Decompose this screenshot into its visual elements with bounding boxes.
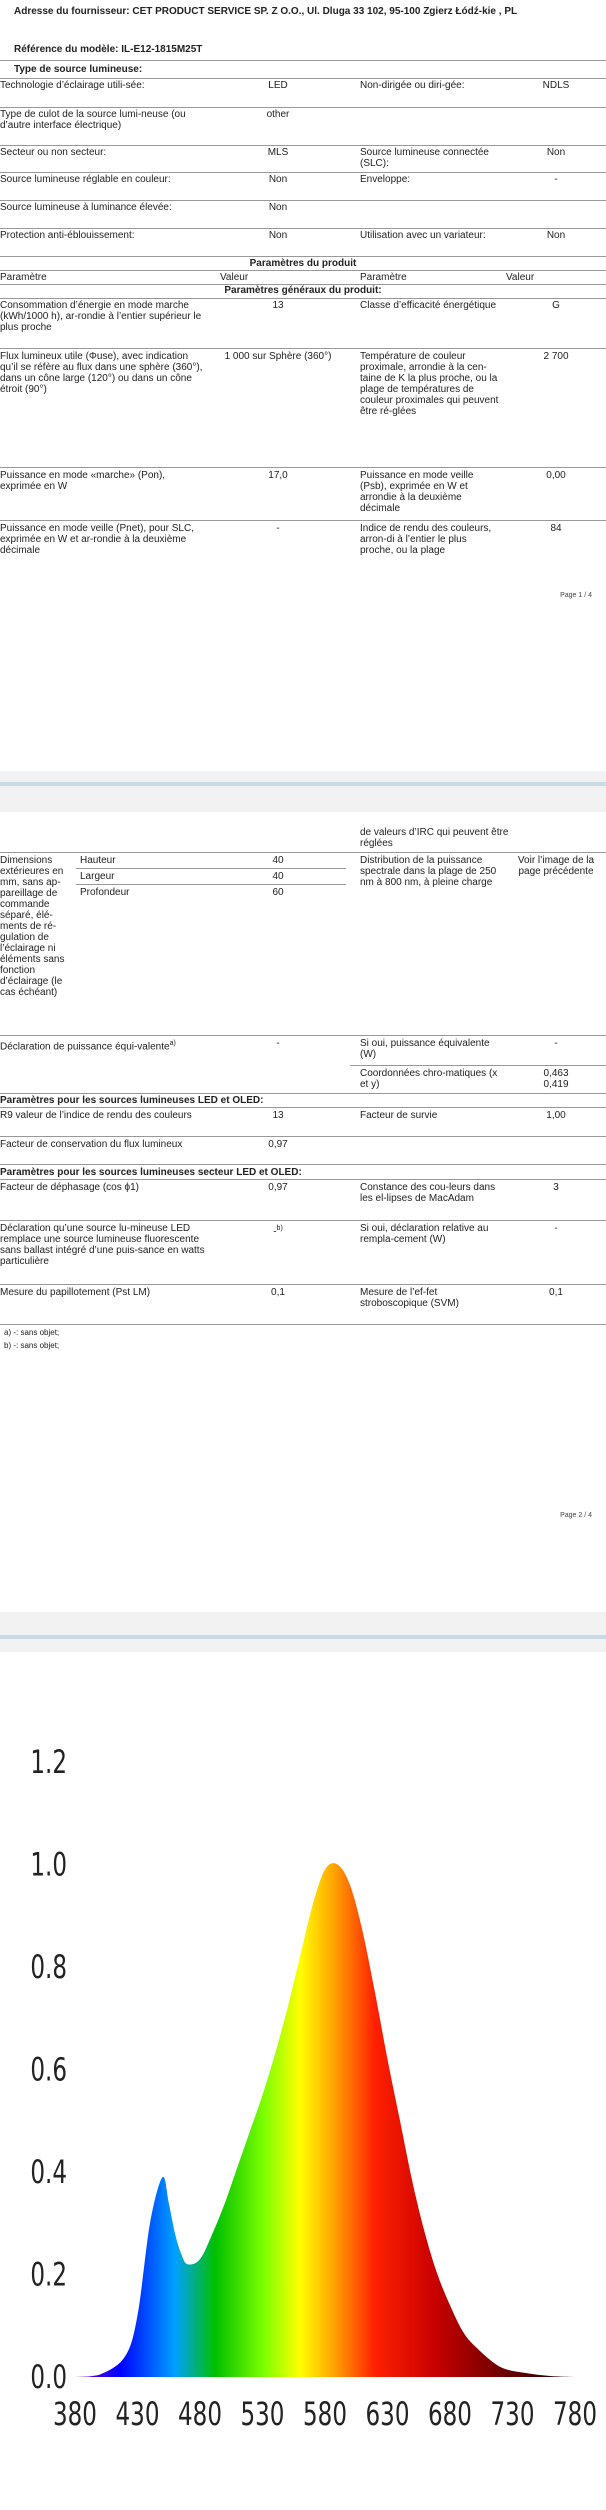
row-value: NDLS bbox=[542, 80, 570, 91]
equivalent-watts-value: - bbox=[554, 1038, 558, 1049]
row-label: Source lumineuse à luminance élevée: bbox=[0, 202, 172, 213]
replacement-watts-label: Si oui, déclaration relative au rempla-cement (W) bbox=[360, 1223, 489, 1245]
row-value: 1 000 sur Sphère (360°) bbox=[224, 351, 332, 362]
document-page-2 bbox=[0, 812, 606, 1612]
footnote-b: b) -: sans objet; bbox=[4, 1341, 60, 1350]
source-type-heading: Type de source lumineuse: bbox=[14, 64, 143, 75]
row-value: Non bbox=[546, 147, 566, 158]
replacement-label: Déclaration qu’une source lu-mineuse LED remplace une source lumineuse fluorescente sans ballast intégré d’une puis-sance en watts particulière bbox=[0, 1223, 205, 1267]
y-tick-label: 0.6 bbox=[30, 2050, 68, 2089]
x-tick-label: 430 bbox=[115, 2395, 160, 2434]
x-tick-label: 380 bbox=[53, 2395, 97, 2434]
col-param: Paramètre bbox=[360, 272, 407, 283]
flux-maintenance-value: 0,97 bbox=[268, 1139, 288, 1150]
depth-label: Profondeur bbox=[80, 887, 130, 898]
row-value: - bbox=[276, 523, 280, 534]
row-label: Puissance en mode veille (Psb), exprimée en W et arrondie à la deuxième décimale bbox=[360, 470, 474, 514]
row-value: 13 bbox=[272, 300, 284, 311]
flicker-value: 0,1 bbox=[271, 1287, 285, 1298]
col-param: Paramètre bbox=[0, 272, 47, 283]
stroboscopic-label: Mesure de l’ef-fet stroboscopique (SVM) bbox=[360, 1287, 459, 1309]
row-value: 84 bbox=[550, 523, 562, 534]
row-value: other bbox=[266, 109, 290, 120]
y-tick-label: 0.0 bbox=[30, 2358, 68, 2397]
row-value: Non bbox=[268, 230, 288, 241]
row-label: Non-dirigée ou diri-gée: bbox=[360, 80, 465, 91]
row-label: Technologie d’éclairage utili-sée: bbox=[0, 80, 145, 91]
col-value: Valeur bbox=[506, 272, 535, 283]
row-value: 17,0 bbox=[268, 470, 288, 481]
cos-phi-label: Facteur de déphasage (cos ϕ1) bbox=[0, 1182, 140, 1193]
row-value: Non bbox=[268, 202, 288, 213]
width-label: Largeur bbox=[80, 871, 115, 882]
page-number: Page 1 / 4 bbox=[560, 592, 592, 599]
replacement-value: -$^{b)}$ bbox=[273, 1225, 283, 1238]
row-value: Non bbox=[546, 230, 566, 241]
dimensions-label: Dimensions extérieures en mm, sans ap-pareillage de commande séparé, élé-ments de ré-gulation de l’éclairage ni éléments sans fonction d’éclairage (le cas échéant) bbox=[0, 855, 65, 998]
supplier-address: Adresse du fournisseur: CET PRODUCT SERVICE SP. Z O.O., Ul. Dluga 33 102, 95-100 Zgierz Łódź-kie , PL bbox=[14, 6, 518, 17]
row-label: Protection anti-éblouissement: bbox=[0, 230, 135, 241]
y-tick-label: 0.2 bbox=[30, 2255, 68, 2294]
general-params-heading: Paramètres généraux du produit: bbox=[224, 285, 382, 296]
replacement-watts-value: - bbox=[554, 1223, 558, 1234]
x-tick-label: 480 bbox=[178, 2395, 222, 2434]
y-tick-label: 0.8 bbox=[30, 1948, 68, 1987]
x-tick-label: 630 bbox=[365, 2395, 410, 2434]
col-value: Valeur bbox=[220, 272, 249, 283]
equivalent-power-label: Déclaration de puissance équi-valente$^{a)}$ bbox=[0, 1040, 176, 1053]
equivalent-watts-label: Si oui, puissance équivalente (W) bbox=[360, 1038, 490, 1060]
y-tick-label: 0.4 bbox=[30, 2153, 68, 2192]
survival-factor-value: 1,00 bbox=[546, 1110, 566, 1121]
row-label: Température de couleur proximale, arrondie à la cen-taine de K la plus proche, ou la plage de températures de couleur proximales qui peuvent être ré-glées bbox=[360, 351, 499, 417]
row-label: Flux lumineux utile (Φuse), avec indication qu’il se réfère au flux dans une sphère (360°), dans un cône large (120°) ou dans un cône étroit (90°) bbox=[0, 351, 203, 395]
chromaticity-y: 0,419 bbox=[543, 1079, 569, 1090]
flux-maintenance-label: Facteur de conservation du flux lumineux bbox=[0, 1139, 183, 1150]
document-page-3 bbox=[0, 1652, 606, 2510]
row-value: 0,00 bbox=[546, 470, 566, 481]
model-reference: Référence du modèle: IL-E12-1815M25T bbox=[14, 44, 203, 55]
survival-factor-label: Facteur de survie bbox=[360, 1110, 438, 1121]
depth-value: 60 bbox=[272, 887, 284, 898]
height-label: Hauteur bbox=[80, 855, 116, 866]
macadam-value: 3 bbox=[553, 1182, 559, 1193]
flicker-label: Mesure du papillotement (Pst LM) bbox=[0, 1287, 151, 1298]
row-label: Secteur ou non secteur: bbox=[0, 147, 107, 158]
row-label: Source lumineuse réglable en couleur: bbox=[0, 174, 171, 185]
x-tick-label: 780 bbox=[553, 2395, 597, 2434]
row-label: Indice de rendu des couleurs, arron-di à l’entier le plus proche, ou la plage bbox=[360, 523, 492, 556]
x-tick-label: 680 bbox=[428, 2395, 472, 2434]
row-value: G bbox=[552, 300, 560, 311]
row-label: Utilisation avec un variateur: bbox=[360, 230, 486, 241]
x-tick-label: 530 bbox=[240, 2395, 285, 2434]
x-tick-label: 730 bbox=[490, 2395, 535, 2434]
row-label: Enveloppe: bbox=[360, 174, 411, 185]
spd-value: Voir l’image de la page précédente bbox=[517, 855, 595, 877]
r9-label: R9 valeur de l’indice de rendu des couleurs bbox=[0, 1110, 192, 1121]
chromaticity-x: 0,463 bbox=[543, 1068, 569, 1079]
footnote-a: a) -: sans objet; bbox=[4, 1328, 60, 1337]
page-number: Page 2 / 4 bbox=[560, 1512, 592, 1519]
r9-value: 13 bbox=[272, 1110, 284, 1121]
height-value: 40 bbox=[272, 855, 284, 866]
cos-phi-value: 0,97 bbox=[268, 1182, 288, 1193]
row-label: Type de culot de la source lumi-neuse (ou d’autre interface électrique) bbox=[0, 109, 186, 131]
product-params-heading: Paramètres du produit bbox=[249, 258, 357, 269]
equivalent-power-value: - bbox=[276, 1038, 280, 1049]
chromaticity-label: Coordonnées chro-matiques (x et y) bbox=[360, 1068, 498, 1090]
mains-params-heading: Paramètres pour les sources lumineuses secteur LED et OLED: bbox=[0, 1167, 302, 1178]
spectral-distribution-chart bbox=[0, 1652, 606, 2510]
y-tick-label: 1.0 bbox=[30, 1845, 68, 1884]
y-tick-label: 1.2 bbox=[30, 1743, 68, 1782]
cri-continued: de valeurs d’IRC qui peuvent être réglées bbox=[360, 827, 509, 849]
row-value: 2 700 bbox=[543, 351, 569, 362]
x-axis bbox=[53, 2395, 597, 2433]
row-value: Non bbox=[268, 174, 288, 185]
spectrum-area bbox=[75, 1863, 575, 2377]
led-params-heading: Paramètres pour les sources lumineuses LED et OLED: bbox=[0, 1095, 264, 1106]
row-value: MLS bbox=[267, 147, 289, 158]
row-value: LED bbox=[268, 80, 288, 91]
macadam-label: Constance des cou-leurs dans les el-lipses de MacAdam bbox=[360, 1182, 496, 1204]
x-tick-label: 580 bbox=[303, 2395, 347, 2434]
stroboscopic-value: 0,1 bbox=[549, 1287, 563, 1298]
row-label: Puissance en mode veille (Pnet), pour SLC, exprimée en W et ar-rondie à la deuxième décimale bbox=[0, 523, 194, 556]
row-label: Source lumineuse connectée (SLC): bbox=[360, 147, 489, 169]
document-page-1 bbox=[0, 0, 606, 771]
spd-label: Distribution de la puissance spectrale dans la plage de 250 nm à 800 nm, à pleine charge bbox=[360, 855, 497, 888]
width-value: 40 bbox=[272, 871, 284, 882]
row-label: Puissance en mode «marche» (Pon), exprimée en W bbox=[0, 470, 166, 492]
row-value: - bbox=[554, 174, 558, 185]
y-axis bbox=[30, 1743, 67, 2396]
row-label: Classe d’efficacité énergétique bbox=[360, 300, 497, 311]
plot-area bbox=[75, 1863, 575, 2377]
row-label: Consommation d’énergie en mode marche (kWh/1000 h), ar-rondie à l’entier supérieur le plus proche bbox=[0, 300, 202, 333]
